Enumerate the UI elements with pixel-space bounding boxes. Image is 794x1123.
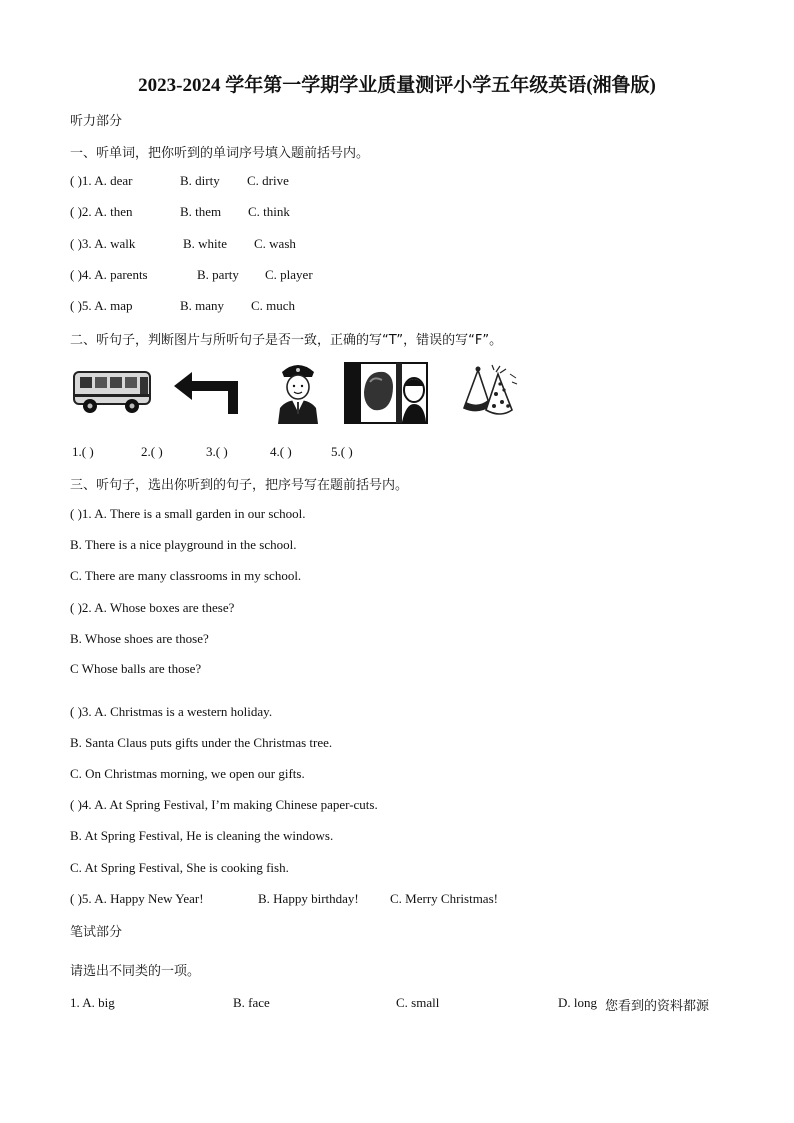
part2-answer-5: 5.( )	[331, 444, 353, 459]
part1-item-3-a: ( )3. A. walk	[70, 236, 136, 251]
part1-item-1-b: B. dirty	[180, 173, 220, 188]
part1-item-3-c: C. wash	[254, 236, 296, 251]
part1-item-5-b: B. many	[180, 298, 225, 313]
watermark-text: 您看到的资料都源	[605, 999, 710, 1014]
part1-item-3-b: B. white	[183, 236, 228, 251]
part2-pictures	[70, 360, 530, 426]
part1-instruction: 一、听单词，把你听到的单词序号填入题前括号内。	[70, 146, 370, 161]
part4-instruction: 请选出不同类的一项。	[70, 964, 201, 979]
part3-line: B. Whose shoes are those?	[70, 631, 209, 646]
part4-q1-c: C. small	[396, 995, 440, 1010]
party-hats-icon	[456, 364, 518, 422]
part1-item-4-b: B. party	[197, 267, 239, 282]
part3-line: ( )1. A. There is a small garden in our school.	[70, 506, 306, 521]
part1-item-1-a: ( )1. A. dear	[70, 173, 133, 188]
part3-line: B. There is a nice playground in the school.	[70, 537, 297, 552]
part1-item-4-c: C. player	[265, 267, 313, 282]
part1-item-5-a: ( )5. A. map	[70, 298, 133, 313]
part3-line: C. There are many classrooms in my school.	[70, 568, 302, 583]
part3-line: B. At Spring Festival, He is cleaning the windows.	[70, 828, 334, 843]
part2-instruction: 二、听句子，判断图片与所听句子是否一致，正确的写“T”，错误的写“F”。	[70, 333, 503, 348]
page-title: 2023-2024 学年第一学期学业质量测评小学五年级英语(湘鲁版)	[138, 75, 656, 96]
part3-line: C Whose balls are those?	[70, 661, 202, 676]
part1-item-2-c: C. think	[248, 204, 290, 219]
part1-item-5-c: C. much	[251, 298, 296, 313]
part3-q5-b: B. Happy birthday!	[258, 891, 359, 906]
part3-line: ( )2. A. Whose boxes are these?	[70, 600, 235, 615]
part3-line: ( )4. A. At Spring Festival, I’m making Chinese paper-cuts.	[70, 797, 378, 812]
part3-line: B. Santa Claus puts gifts under the Christmas tree.	[70, 735, 333, 750]
part3-line: ( )3. A. Christmas is a western holiday.	[70, 704, 273, 719]
part2-answer-3: 3.( )	[206, 444, 228, 459]
part2-answer-1: 1.( )	[72, 444, 94, 459]
person-at-window-icon	[344, 362, 428, 424]
part4-q1-a: 1. A. big	[70, 995, 115, 1010]
part2-answer-4: 4.( )	[270, 444, 292, 459]
part1-item-2-a: ( )2. A. then	[70, 204, 133, 219]
part3-instruction: 三、听句子，选出你听到的句子，把序号写在题前括号内。	[70, 478, 409, 493]
section-listening-heading: 听力部分	[70, 114, 123, 129]
part3-q5-c: C. Merry Christmas!	[390, 891, 498, 906]
part1-item-4-a: ( )4. A. parents	[70, 267, 148, 282]
part1-item-1-c: C. drive	[247, 173, 289, 188]
part1-item-2-b: B. them	[180, 204, 222, 219]
part3-line: C. On Christmas morning, we open our gifts.	[70, 766, 305, 781]
bus-icon	[72, 368, 154, 416]
police-officer-icon	[276, 360, 320, 424]
part3-q5-a: ( )5. A. Happy New Year!	[70, 891, 204, 906]
part4-q1-d: D. long	[558, 995, 597, 1010]
left-turn-arrow-icon	[170, 370, 244, 416]
part2-answer-2: 2.( )	[141, 444, 163, 459]
part3-line: C. At Spring Festival, She is cooking fish.	[70, 860, 289, 875]
section-writing-heading: 笔试部分	[70, 925, 123, 940]
part4-q1-b: B. face	[233, 995, 270, 1010]
